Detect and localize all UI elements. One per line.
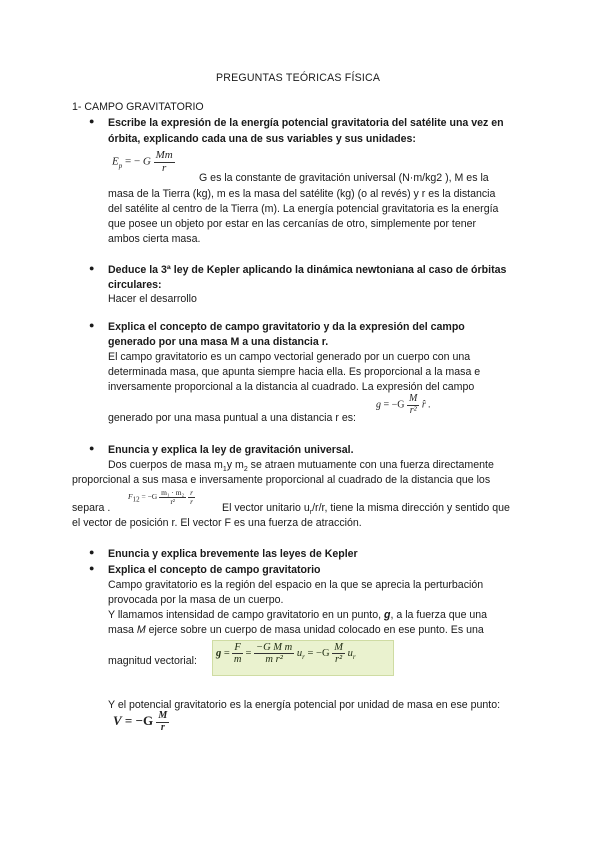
q6-answer: magnitud vectorial: <box>108 655 197 667</box>
q1-answer: masa de la Tierra (kg), m es la masa del satélite (kg) (o al revés) y r es la distancia <box>108 188 496 200</box>
bullet-icon: ● <box>89 263 95 273</box>
page-title: PREGUNTAS TEÓRICAS FÍSICA <box>216 72 381 84</box>
q3-answer: inversamente proporcional a la distancia al cuadrado. La expresión del campo <box>108 381 475 393</box>
q1-answer: ambos cierta masa. <box>108 233 201 245</box>
bullet-icon: ● <box>89 320 95 330</box>
q6-potential-formula: V = −G $\frac{M}{r}$ <box>113 710 168 733</box>
q4-answer: El vector unitario $u_r/r/r$, tiene la misma dirección y sentido que <box>222 502 510 517</box>
q1-question: órbita, explicando cada una de sus variables y sus unidades: <box>108 133 416 145</box>
q4-answer: el vector de posición r. El vector F es una fuerza de atracción. <box>72 517 362 529</box>
bullet-icon: ● <box>89 116 95 126</box>
q4-answer: proporcional a sus masa e inversamente proporcional al cuadrado de la distancia que los <box>72 474 491 486</box>
q6-question: Explica el concepto de campo gravitatorio <box>108 564 321 576</box>
q3-answer: determinada masa, que apunta siempre hacia ella. Es proporcional a la masa e <box>108 366 481 378</box>
q4-question: Enuncia y explica la ley de gravitación universal. <box>108 444 354 456</box>
q1-answer: del satélite al centro de la Tierra (m). La energía potencial gravitatoria es la energía <box>108 203 499 215</box>
q2-question: Deduce la 3ª ley de Kepler aplicando la dinámica newtoniana al caso de órbitas <box>108 264 507 276</box>
q3-question: Explica el concepto de campo gravitatorio y da la expresión del campo <box>108 321 465 333</box>
q5-question: Enuncia y explica brevemente las leyes de Kepler <box>108 548 358 560</box>
q3-answer: El campo gravitatorio es un campo vectorial generado por un cuerpo con una <box>108 351 471 363</box>
q1-answer: G es la constante de gravitación universal (N·m/kg2 ), M es la <box>199 172 489 184</box>
q6-answer: Y llamamos intensidad de campo gravitatorio en un punto, g, a la fuerza que una <box>108 609 488 621</box>
q4-answer: Dos cuerpos de masa $m_1y$ $m_2$ se atraen mutuamente con una fuerza directamente <box>108 459 494 474</box>
bullet-icon: ● <box>89 563 95 573</box>
q1-answer: que posee un objeto por estar en las cercanías de otro, simplemente por tener <box>108 218 477 230</box>
section-heading: 1- CAMPO GRAVITATORIO <box>72 101 204 113</box>
q4-formula: $F_{12} = -G$ $\frac{\text{m₁ · m₂}}{\text{r²}}$ $\frac{r}{r}$ <box>128 488 194 506</box>
q6-answer: masa M ejerce sobre un cuerpo de masa unidad colocado en ese punto. Es una <box>108 624 484 636</box>
q1-question: Escribe la expresión de la energía potencial gravitatoria del satélite una vez en <box>108 117 504 129</box>
q6-formula: g = $\frac{F}{m}$ = $\frac{\text{−G M m}}{\text{m r²}}$ $u_r = -G$ $\frac{M}{\text{r²}}$ $u_r$ <box>216 642 356 666</box>
bullet-icon: ● <box>89 443 95 453</box>
q6-answer: Campo gravitatorio es la región del espacio en la que se aprecia la perturbación <box>108 579 484 591</box>
q1-formula: $E_p$ = − G $\frac{Mm}{r}$ <box>112 149 173 174</box>
q2-answer: Hacer el desarrollo <box>108 293 197 305</box>
q3-answer: generado por una masa puntual a una distancia r es: <box>108 412 356 424</box>
bullet-icon: ● <box>89 547 95 557</box>
q4-answer: separa . <box>72 502 111 514</box>
q3-formula: g = −G $\frac{M}{\text{r²}}$ r̂ . <box>376 393 431 416</box>
q3-question: generado por una masa M a una distancia r. <box>108 336 329 348</box>
q6-answer: provocada por la masa de un cuerpo. <box>108 594 284 606</box>
q2-question: circulares: <box>108 279 162 291</box>
q6-answer: Y el potencial gravitatorio es la energía potencial por unidad de masa en ese punto: <box>108 699 501 711</box>
